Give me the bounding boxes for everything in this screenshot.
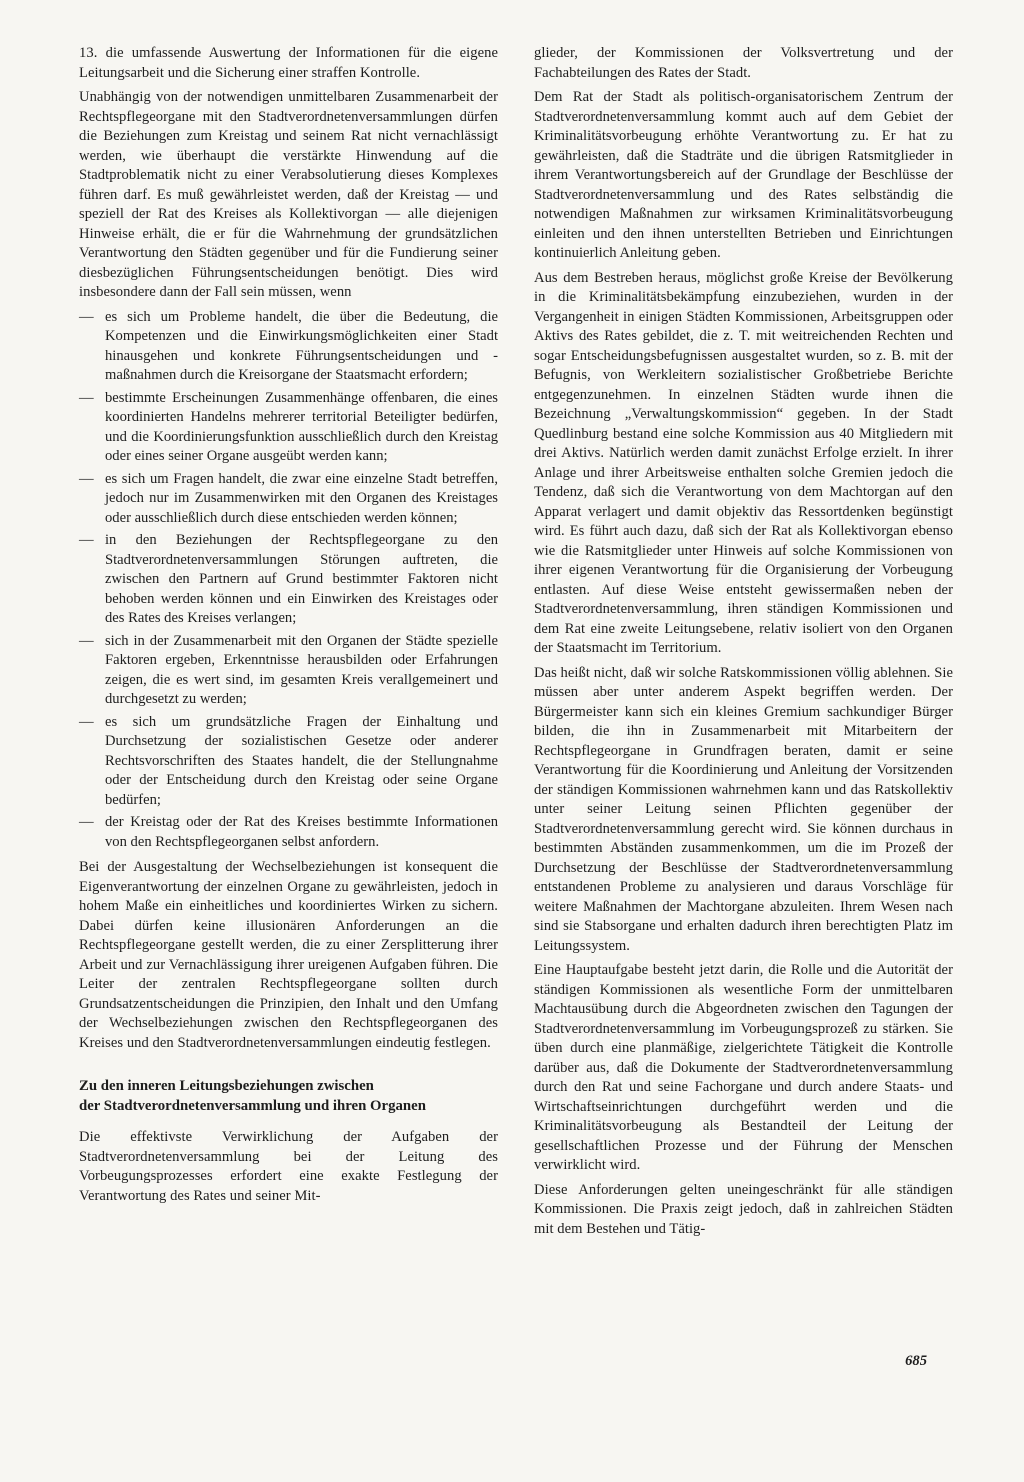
list-dash: — [79,308,94,325]
list-item [79,470,498,529]
list-dash: — [79,389,94,406]
list-item-text: in den Beziehungen der Rechtspflegeorgane zu den Stadtverordnetenversammlungen Störungen auftreten, die zwischen den Partnern auf Grund bestimmter Faktoren nicht behoben werden können und ein Einwirken des Kreistages oder des Rates des Kreises verlangen; [105,532,498,626]
list-item-text: es sich um Fragen handelt, die zwar eine einzelne Stadt betreffen, jedoch nur im Zusammenwirken mit den Organen des Kreistages oder ausschließlich durch diese entschieden werden können; [105,470,498,526]
paragraph: Dem Rat der Stadt als politisch-organisatorischem Zentrum der Stadtverordnetenversammlung kommt auch auf dem Gebiet der Kriminalitätsvorbeugung erhöhte Verantwortung zu. Er hat zu gewährleisten, daß die Stadträte und die übrigen Ratsmitglieder in ihrem Verantwortungsbereich auf der Grundlage der Beschlüsse der Stadtverordnetenversammlung und des Rates selbständig die notwendigen Maßnahmen zur wirksamen Kriminalitätsvorbeugung einleiten und den ihnen unterstellten Betrieben und Einrichtungen kontinuierlich Anleitung geben. [534,89,953,261]
paragraph: Eine Hauptaufgabe besteht jetzt darin, die Rolle und die Autorität der ständigen Kommissionen als wesentliche Form der unmittelbaren Machtausübung durch die Abgeordneten zwischen den Tagungen der Stadtverordnetenversammlung im Vorbeugungsprozeß zu stärken. Sie üben durch eine planmäßige, zielgerichtete Tätigkeit die Kontrolle darüber aus, daß die Dokumente der Stadtverordnetenversammlung durch den Rat und seine Fachorgane und durch andere Staats- und Wirtschaftseinrichtungen durchgeführt werden und die Kriminalitätsvorbeugung als Bestandteil der Leitung der gesellschaftlichen Prozesse und der Führung der Menschen verwirklicht wird. [534,962,953,1173]
paragraph: Bei der Ausgestaltung der Wechselbeziehungen ist konsequent die Eigenverantwortung der einzelnen Organe zu gewährleisten, jedoch in hohem Maße ein einheitliches und koordiniertes Wirken zu sichern. Dabei dürfen keine illusionären Anforderungen an die Rechtspflegeorgane gestellt werden, die zu einer Zersplitterung ihrer Arbeit und zur Vernachlässigung ihrer ureigenen Aufgaben führen. Die Leiter der zentralen Rechtspflegeorgane sollten durch Grundsatzentscheidungen die Prinzipien, den Inhalt und den Umfang der Wechselbeziehungen zwischen den Rechtspflegeorganen des Kreises und den Stadtverordnetenversammlungen eindeutig festlegen. [79,859,498,1051]
list-item-text: sich in der Zusammenarbeit mit den Organen der Städte spezielle Faktoren ergeben, Erkenntnisse herausbilden oder Erfahrungen zeigen, die es wert sind, im gesamten Kreis verallgemeinert und durchgesetzt zu werden; [105,632,498,707]
section-heading [79,1077,498,1116]
list-item-text: bestimmte Erscheinungen Zusammenhänge offenbaren, die eines koordinierten Handelns mehrerer territorial Beteiligter bedürfen, und die Koordinierungsfunktion ausschließlich durch den Kreistag oder eines seiner Organe ausgeübt werden kann; [105,389,498,464]
section-heading-line: Zu den inneren Leitungsbeziehungen zwischen [79,1078,374,1094]
paragraph: Unabhängig von der notwendigen unmittelbaren Zusammenarbeit der Rechtspflegeorgane mit den Stadtverordnetenversammlungen dürfen die Beziehungen zum Kreistag und seinem Rat nicht vernachlässigt werden, wie überhaupt die verstärkte Hinwendung auf die Stadtproblematik nicht zu einer Verabsolutierung dieses Komplexes führen darf. Es muß gewährleistet werden, daß der Kreistag — und speziell der Rat des Kreises als Kollektivorgan — alle diejenigen Hinweise erhält, die er für die Wahrnehmung der grundsätzlichen Verantwortung den Städten gegenüber und für die Fundierung seiner diesbezüglichen Führungsentscheidungen benötigt. Dies wird insbesondere dann der Fall sein müssen, wenn [79,89,498,300]
paragraph: glieder, der Kommissionen der Volksvertretung und der Fachabteilungen des Rates der Stadt. [534,45,953,81]
list-item-text: der Kreistag oder der Rat des Kreises bestimmte Informationen von den Rechtspflegeorganen selbst anfordern. [105,814,498,850]
list-dash: — [79,814,94,830]
left-column [79,44,498,1211]
paragraph: Das heißt nicht, daß wir solche Ratskommissionen völlig ablehnen. Sie müssen aber unter anderem Aspekt begriffen werden. Der Bürgermeister kann sich ein kleines Gremium sachkundiger Bürger bilden, die ihn in Zusammenarbeit mit Mitarbeitern der Rechtspflegeorgane in Grundfragen beraten, damit er seine Verantwortung für die Koordinierung und Anleitung der Vorsitzenden der ständigen Kommissionen wahrnehmen kann und das Ratskollektiv unter seiner Leitung seinen Pflichten gegenüber der Stadtverordnetenversammlung gerecht wird. Sie können durchaus in bestimmten Abständen zusammenkommen, um die im Prozeß der Durchsetzung der Beschlüsse der Stadtverordnetenversammlung entstandenen Probleme zu analysieren und daraus Vorschläge für weitere Maßnahmen der Machtorgane abzuleiten. Ihrem Wesen nach sind sie Stabsorgane und erhalten dadurch ihren berechtigten Platz im Leitungssystem. [534,664,953,954]
list-item [79,813,498,852]
list-item [79,531,498,629]
paragraph: Die effektivste Verwirklichung der Aufgaben der Stadtverordnetenversammlung bei der Leitung des Vorbeugungsprozesses erfordert eine exakte Festlegung der Verantwortung des Rates und seiner Mit- [79,1129,498,1204]
list-item-text: es sich um Probleme handelt, die über die Bedeutung, die Kompetenzen und die Einwirkungsmöglichkeiten einer Stadt hinausgehen und konkrete Führungsentscheidungen und -maßnahmen durch die Kreisorgane der Staatsmacht erfordern; [105,308,498,383]
list-item [79,632,498,710]
list-dash: — [79,632,94,649]
right-column [534,44,953,1244]
list-item [79,308,498,386]
paragraph: 13. die umfassende Auswertung der Informationen für die eigene Leitungsarbeit und die Sicherung einer straffen Kontrolle. [79,45,498,81]
list-item [79,713,498,811]
section-heading-line: der Stadtverordnetenversammlung und ihren Organen [79,1097,426,1114]
list-item-text: es sich um grundsätzliche Fragen der Einhaltung und Durchsetzung der sozialistischen Gesetze oder anderer Rechtsvorschriften des Staates handelt, die der Stellungnahme oder der Entscheidung durch den Kreistag oder seine Organe bedürfen; [105,713,498,808]
condition-list [79,308,498,853]
paragraph: Aus dem Bestreben heraus, möglichst große Kreise der Bevölkerung in die Kriminalitätsbekämpfung einzubeziehen, wurden in der Vergangenheit in einigen Städten Kommissionen, Arbeitsgruppen oder Aktivs des Rates gebildet, die z. T. mit weitreichenden Rechten und sogar Entscheidungsbefugnissen ausgestaltet wurden, so z. B. mit der Befugnis, von Werkleitern sozialistischer Großbetriebe Berichte entgegenzunehmen. In einzelnen Städten wurde ihnen die Bezeichnung „Verwaltungskommission“ gegeben. In der Stadt Quedlinburg bestand eine solche Kommission aus 40 Mitgliedern mit drei Aktivs. Natürlich werden damit zunächst Erfolge erzielt. In ihrer Anlage und ihrer Arbeitsweise enthalten solche Gremien jedoch die Tendenz, daß sich die Verantwortung von dem Machtorgan auf den Apparat verlagert und damit objektiv das Ressortdenken begünstigt wird. Es führt auch dazu, daß sich der Rat als Kollektivorgan ebenso wie die Ratsmitglieder unter Hinweis auf solche Kommissionen von ihrer eigenen Verantwortung für die Organisierung der Vorbeugung entlasten. Auf diese Weise entsteht gewissermaßen neben der Stadtverordnetenversammlung, ihren ständigen Kommissionen und dem Rat eine zweite Leitungsebene, relativ isoliert von den Organen der Staatsmacht im Territorium. [534,269,953,656]
list-item [79,389,498,467]
list-dash: — [79,470,94,487]
list-dash: — [79,713,94,730]
paragraph: Diese Anforderungen gelten uneingeschränkt für alle ständigen Kommissionen. Die Praxis zeigt jedoch, daß in zahlreichen Städten mit dem Bestehen und Tätig- [534,1181,953,1237]
page-number: 685 [905,1353,927,1369]
list-dash: — [79,532,94,548]
